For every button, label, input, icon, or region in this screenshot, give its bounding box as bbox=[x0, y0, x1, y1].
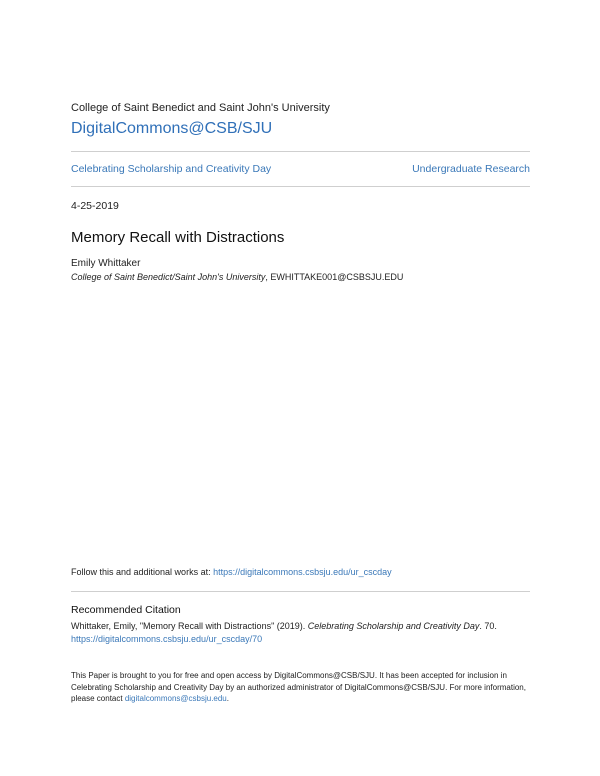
affiliation-separator: , bbox=[265, 272, 271, 282]
publication-date: 4-25-2019 bbox=[71, 200, 119, 212]
citation-heading: Recommended Citation bbox=[71, 604, 181, 616]
follow-line bbox=[71, 567, 392, 577]
citation-series: Celebrating Scholarship and Creativity Day bbox=[307, 621, 480, 631]
footer-end: . bbox=[226, 694, 229, 703]
contact-email-link[interactable]: digitalcommons@csbsju.edu bbox=[124, 694, 227, 703]
author-affiliation bbox=[71, 272, 403, 282]
footer-notice bbox=[71, 670, 533, 705]
citation-prefix: Whittaker, Emily, "Memory Recall with Distractions" (2019). bbox=[71, 621, 308, 631]
author-email: EWHITTAKE001@CSBSJU.EDU bbox=[270, 272, 404, 282]
citation-text bbox=[71, 620, 533, 646]
repository-name[interactable]: DigitalCommons@CSB/SJU bbox=[71, 120, 273, 137]
citation-suffix: . 70. bbox=[479, 621, 497, 631]
author-name: Emily Whittaker bbox=[71, 258, 141, 269]
institution-name: College of Saint Benedict and Saint John's University bbox=[71, 102, 330, 114]
citation-link[interactable]: https://digitalcommons.csbsju.edu/ur_cscday/70 bbox=[71, 634, 263, 644]
divider-bottom bbox=[71, 591, 530, 592]
divider-top bbox=[71, 151, 530, 152]
category-link[interactable]: Undergraduate Research bbox=[412, 163, 530, 175]
paper-title: Memory Recall with Distractions bbox=[71, 229, 285, 246]
footer-text: This Paper is brought to you for free and open access by DigitalCommons@CSB/SJU. It has been accepted for inclusion in Celebrating Scholarship and Creativity Day by an authorized administrator of DigitalCommons@CSB/SJU. For more information, please contact bbox=[71, 671, 526, 703]
series-link[interactable]: Celebrating Scholarship and Creativity Day bbox=[71, 163, 272, 175]
follow-text: Follow this and additional works at: bbox=[71, 567, 214, 577]
divider-middle bbox=[71, 186, 530, 187]
follow-link[interactable]: https://digitalcommons.csbsju.edu/ur_cscday bbox=[213, 567, 392, 577]
affiliation-text: College of Saint Benedict/Saint John's University bbox=[71, 272, 266, 282]
